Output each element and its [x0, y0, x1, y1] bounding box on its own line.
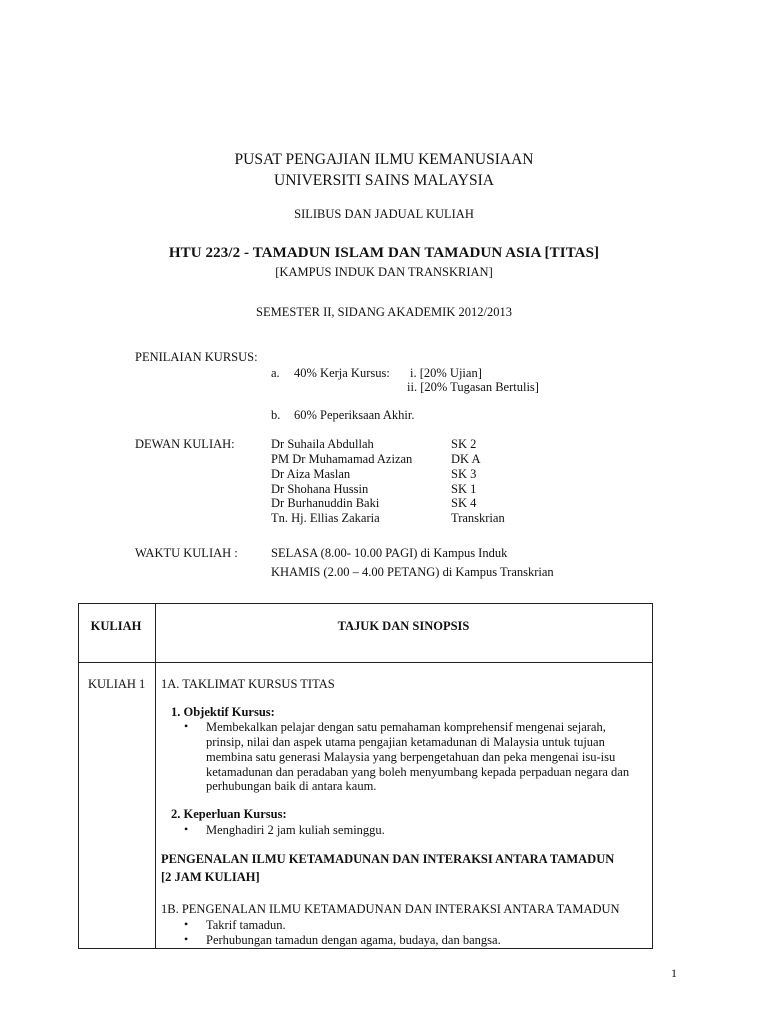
bullet-icon: • [184, 822, 189, 836]
table-header-kuliah: KULIAH [90, 619, 142, 633]
table-header-tajuk: TAJUK DAN SINOPSIS [337, 619, 470, 633]
column-divider [155, 604, 156, 948]
institution-name: PUSAT PENGAJIAN ILMU KEMANUSIAAN [234, 151, 534, 168]
lecture-hall: DK A [451, 452, 481, 466]
topic-1b-item: Takrif tamadun. [206, 918, 286, 932]
lecturer-name: Dr Aiza Maslan [271, 467, 351, 481]
objektif-line: ketamadunan dan peradaban yang boleh menyumbang kepada perpaduan negara dan [206, 765, 630, 779]
section-duration: [2 JAM KULIAH] [161, 870, 260, 884]
bullet-icon: • [184, 917, 189, 931]
lecture-hall: SK 4 [451, 496, 477, 510]
header-divider [79, 662, 652, 663]
topic-1a-title: 1A. TAKLIMAT KURSUS TITAS [161, 677, 335, 691]
lecturer-name: Dr Suhaila Abdullah [271, 437, 374, 451]
bullet-icon: • [184, 719, 189, 733]
assessment-b-marker: b. [271, 408, 281, 422]
lecture-hall: SK 2 [451, 437, 477, 451]
objektif-line: prinsip, nilai dan aspek utama pengajian ketamadunan di Malaysia untuk tujuan [206, 735, 605, 749]
campus-note: [KAMPUS INDUK DAN TRANSKRIAN] [275, 265, 493, 279]
lecturer-name: PM Dr Muhamamad Azizan [271, 452, 413, 466]
assessment-a-i: i. [20% Ujian] [410, 366, 482, 380]
keperluan-item: Menghadiri 2 jam kuliah seminggu. [206, 823, 385, 837]
lecturer-name: Tn. Hj. Ellias Zakaria [271, 511, 380, 525]
page-number: 1 [671, 966, 677, 980]
objektif-line: Membekalkan pelajar dengan satu pemahaman komprehensif mengenai sejarah, [206, 720, 606, 734]
topic-1b-item: Perhubungan tamadun dengan agama, budaya, dan bangsa. [206, 933, 501, 947]
lecture-hall-label: DEWAN KULIAH: [135, 437, 235, 451]
lecturer-name: Dr Burhanuddin Baki [271, 496, 380, 510]
assessment-b-text: 60% Peperiksaan Akhir. [294, 408, 415, 422]
assessment-a-ii: ii. [20% Tugasan Bertulis] [407, 380, 539, 394]
lecture-hall: SK 1 [451, 482, 477, 496]
section-heading: PENGENALAN ILMU KETAMADUNAN DAN INTERAKSI ANTARA TAMADUN [161, 852, 615, 866]
lecture-time-1: SELASA (8.00- 10.00 PAGI) di Kampus Induk [271, 546, 508, 560]
assessment-label: PENILAIAN KURSUS: [135, 350, 258, 364]
objektif-heading: 1. Objektif Kursus: [171, 705, 275, 719]
semester-line: SEMESTER II, SIDANG AKADEMIK 2012/2013 [256, 305, 512, 319]
lecture-time-label: WAKTU KULIAH : [135, 546, 238, 560]
objektif-line: membina satu generasi Malaysia yang berpengetahuan dan peka mengenai isu-isu [206, 750, 616, 764]
keperluan-heading: 2. Keperluan Kursus: [171, 807, 287, 821]
objektif-line: perhubungan baik di antara kaum. [206, 779, 377, 793]
bullet-icon: • [184, 932, 189, 946]
course-title: HTU 223/2 - TAMADUN ISLAM DAN TAMADUN ASIA [TITAS] [168, 245, 600, 261]
document-subtitle: SILIBUS DAN JADUAL KULIAH [294, 207, 474, 221]
topic-1b-title: 1B. PENGENALAN ILMU KETAMADUNAN DAN INTERAKSI ANTARA TAMADUN [161, 902, 620, 916]
lecture-hall: Transkrian [451, 511, 505, 525]
assessment-a-marker: a. [271, 366, 280, 380]
university-name: UNIVERSITI SAINS MALAYSIA [274, 172, 494, 189]
lecture-hall: SK 3 [451, 467, 477, 481]
kuliah-number: KULIAH 1 [88, 677, 146, 691]
lecturer-name: Dr Shohana Hussin [271, 482, 369, 496]
assessment-a-text: 40% Kerja Kursus: [294, 366, 390, 380]
lecture-time-2: KHAMIS (2.00 – 4.00 PETANG) di Kampus Transkrian [271, 565, 554, 579]
